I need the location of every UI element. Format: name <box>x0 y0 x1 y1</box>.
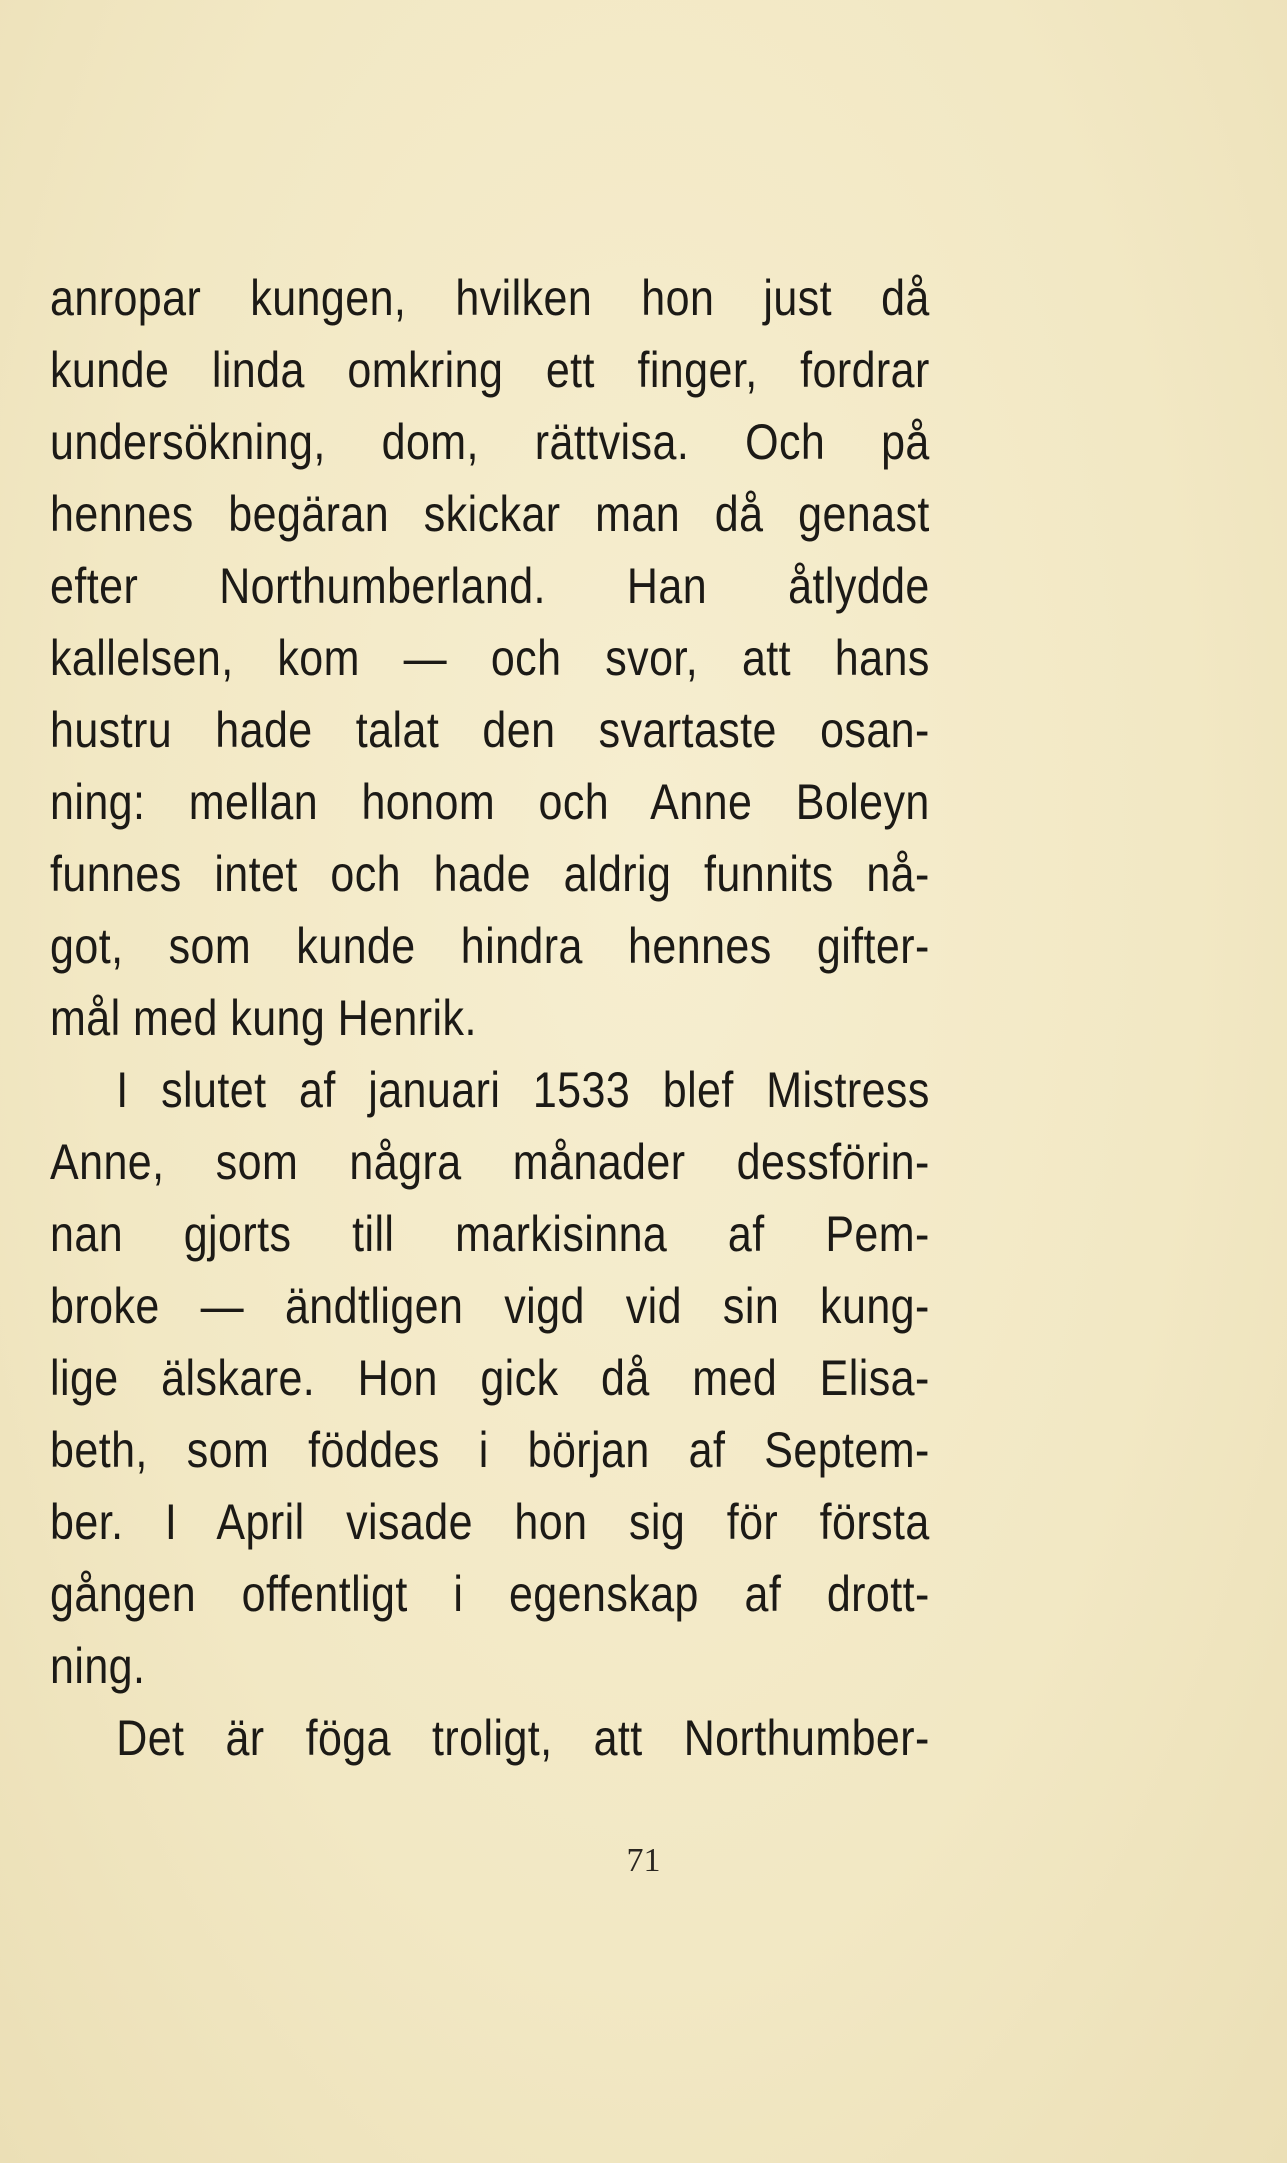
text-line: undersökning, dom, rättvisa. Och på <box>50 414 930 470</box>
text-line: anropar kungen, hvilken hon just då <box>50 270 930 326</box>
text-line: gången offentligt i egenskap af drott- <box>50 1566 930 1622</box>
page-number: 71 <box>626 1842 661 1879</box>
text-line: efter Northumberland. Han åtlydde <box>50 558 930 614</box>
text-line: lige älskare. Hon gick då med Elisa- <box>50 1350 930 1406</box>
text-line: ning. <box>50 1638 146 1694</box>
text-line: hustru hade talat den svartaste osan- <box>50 702 930 758</box>
text-line: got, som kunde hindra hennes gifter- <box>50 918 930 974</box>
text-line: kallelsen, kom — och svor, att hans <box>50 630 930 686</box>
text-line: hennes begäran skickar man då genast <box>50 486 930 542</box>
paragraph-first-line: I slutet af januari 1533 blef Mistress <box>116 1062 930 1118</box>
paragraph-first-line: Det är föga troligt, att Northumber- <box>116 1710 930 1766</box>
text-line: beth, som föddes i början af Septem- <box>50 1422 930 1478</box>
text-line: mål med kung Henrik. <box>50 990 477 1046</box>
text-line: ber. I April visade hon sig för första <box>50 1494 930 1550</box>
text-line: nan gjorts till markisinna af Pem- <box>50 1206 930 1262</box>
text-line: Anne, som några månader dessförin- <box>50 1134 930 1190</box>
text-line: broke — ändtligen vigd vid sin kung- <box>50 1278 930 1334</box>
text-line: funnes intet och hade aldrig funnits nå- <box>50 846 930 902</box>
text-line: ning: mellan honom och Anne Boleyn <box>50 774 930 830</box>
body-text <box>50 262 930 1774</box>
text-line: kunde linda omkring ett finger, fordrar <box>50 342 930 398</box>
